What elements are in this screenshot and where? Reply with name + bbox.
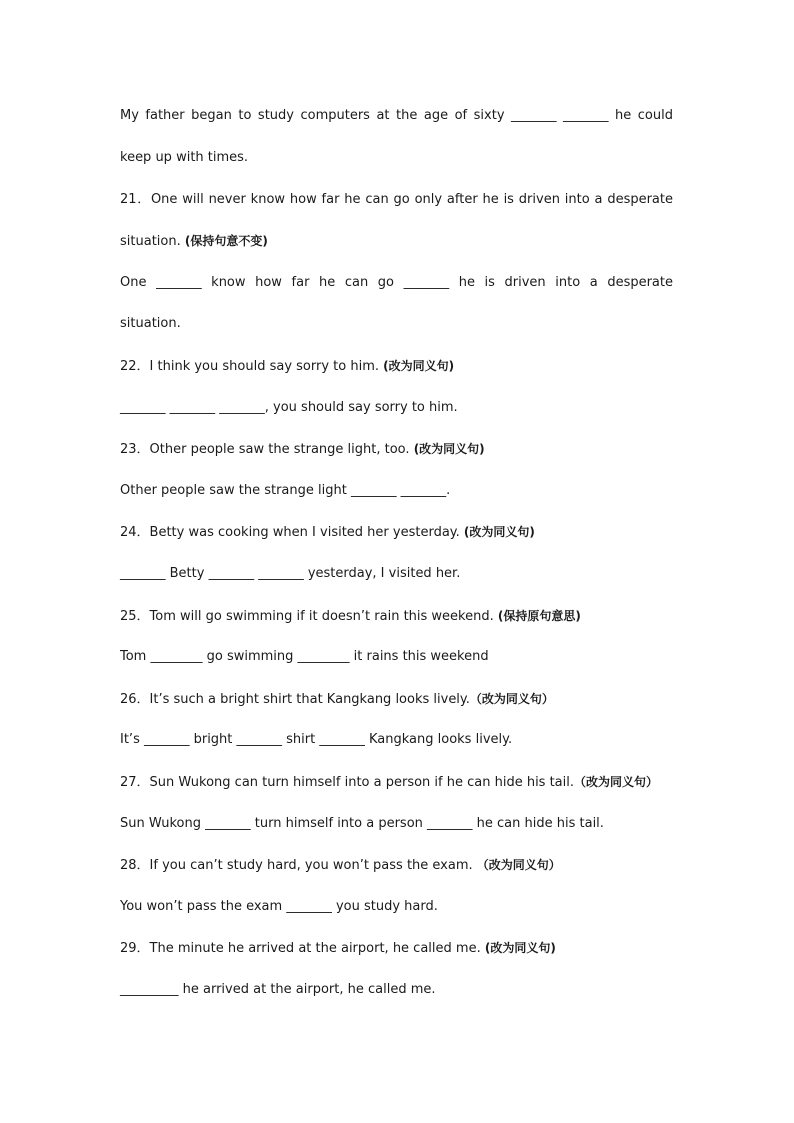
line-text: 28．If you can’t study hard, you won’t pass the exam. <box>120 858 477 873</box>
line-text: Tom ________ go swimming ________ it rains this weekend <box>120 649 489 664</box>
instruction-note: (改为同义句) <box>484 941 556 955</box>
line-text: 27．Sun Wukong can turn himself into a person if he can hide his tail. <box>120 775 575 790</box>
exercise-26-question <box>120 690 673 709</box>
exercise-24-answer <box>120 565 673 583</box>
exercise-21-answer <box>120 274 673 292</box>
instruction-note: (保持句意不变) <box>184 234 268 248</box>
line-text: 22．I think you should say sorry to him. <box>120 359 384 374</box>
instruction-note: （改为同义句） <box>574 775 659 789</box>
exercise-25-question <box>120 607 673 626</box>
instruction-note: （改为同义句） <box>469 692 554 706</box>
exercise-28-question <box>120 856 673 875</box>
exercise-29-question <box>120 939 673 958</box>
exercise-27-answer <box>120 815 673 833</box>
line-text: 21．One will never know how far he can go only after he is driven into a desperate <box>120 192 673 207</box>
line-text: One _______ know how far he can go _______ he is driven into a desperate <box>120 275 673 290</box>
line-text: Other people saw the strange light _______ _______. <box>120 483 451 498</box>
exercise-26-answer <box>120 731 673 749</box>
exercise-20-blank-line-2 <box>120 149 673 167</box>
line-text: 24．Betty was cooking when I visited her yesterday. <box>120 525 460 540</box>
exercise-29-answer <box>120 981 673 999</box>
line-text: My father began to study computers at the age of sixty _______ _______ he could <box>120 108 673 123</box>
exercise-23-question <box>120 440 673 459</box>
line-text: It’s _______ bright _______ shirt _______ Kangkang looks lively. <box>120 732 513 747</box>
line-text: situation. <box>120 316 181 331</box>
line-text: 23．Other people saw the strange light, too. <box>120 442 410 457</box>
line-text: Sun Wukong _______ turn himself into a person _______ he can hide his tail. <box>120 816 604 831</box>
exercise-22-answer <box>120 399 673 417</box>
exercise-21-question-cont <box>120 232 673 251</box>
line-text: _________ he arrived at the airport, he called me. <box>120 982 436 997</box>
line-text: keep up with times. <box>120 150 249 165</box>
line-text: 29．The minute he arrived at the airport, he called me. <box>120 941 481 956</box>
exercise-20-blank-line-1 <box>120 107 673 125</box>
line-text: 26．It’s such a bright shirt that Kangkang looks lively. <box>120 692 470 707</box>
instruction-note: (改为同义句) <box>413 442 485 456</box>
line-text: _______ Betty _______ _______ yesterday, I visited her. <box>120 566 461 581</box>
line-text: situation. <box>120 234 181 249</box>
instruction-note: (改为同义句) <box>463 525 535 539</box>
exercise-28-answer <box>120 898 673 916</box>
exercise-23-answer <box>120 482 673 500</box>
exercise-27-question <box>120 773 673 792</box>
line-text: You won’t pass the exam _______ you study hard. <box>120 899 438 914</box>
exercise-25-answer <box>120 648 673 666</box>
instruction-note: (保持原句意思) <box>497 609 581 623</box>
exercise-21-answer-cont <box>120 315 673 333</box>
exercise-21-question <box>120 191 673 209</box>
line-text: _______ _______ _______, you should say sorry to him. <box>120 400 458 415</box>
instruction-note: (改为同义句) <box>383 359 455 373</box>
exercise-24-question <box>120 523 673 542</box>
line-text: 25．Tom will go swimming if it doesn’t rain this weekend. <box>120 609 498 624</box>
exercise-22-question <box>120 357 673 376</box>
instruction-note: （改为同义句） <box>476 858 561 872</box>
